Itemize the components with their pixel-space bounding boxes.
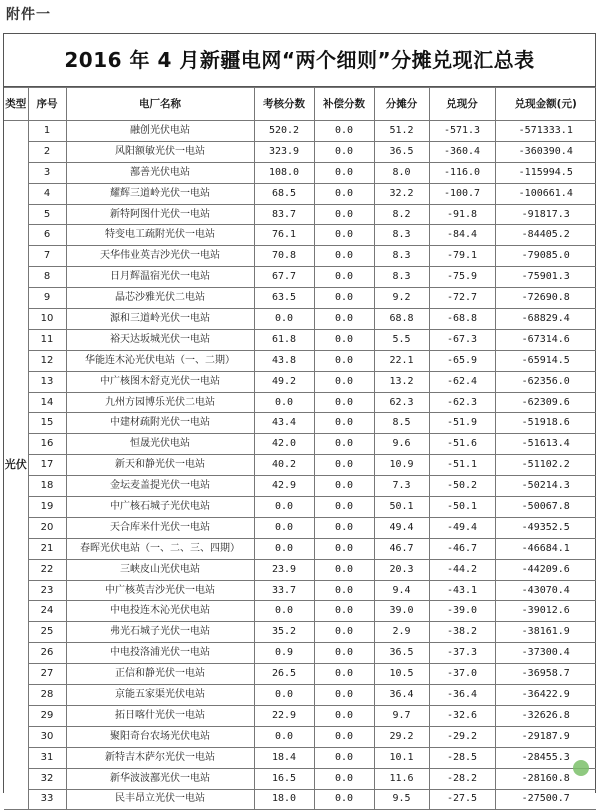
compensate-cell: 0.0 <box>314 726 374 747</box>
header-name: 电厂名称 <box>66 88 254 121</box>
seq-cell: 13 <box>28 371 66 392</box>
table-title: 2016 年 4 月新疆电网“两个细则”分摊兑现汇总表 <box>4 34 595 87</box>
seq-cell: 25 <box>28 622 66 643</box>
seq-cell: 6 <box>28 225 66 246</box>
allocate-cell: 10.5 <box>374 664 429 685</box>
assess-cell: 63.5 <box>254 288 314 309</box>
compensate-cell: 0.0 <box>314 789 374 810</box>
station-name-cell: 晶芯沙雅光伏二电站 <box>66 288 254 309</box>
assess-cell: 0.0 <box>254 685 314 706</box>
seq-cell: 31 <box>28 747 66 768</box>
seq-cell: 21 <box>28 538 66 559</box>
station-name-cell: 九州方园博乐光伏二电站 <box>66 392 254 413</box>
header-allocate: 分摊分 <box>374 88 429 121</box>
table-row <box>4 580 596 601</box>
compensate-cell: 0.0 <box>314 580 374 601</box>
cash-cell: -75.9 <box>429 267 495 288</box>
cash-cell: -360.4 <box>429 141 495 162</box>
seq-cell: 19 <box>28 497 66 518</box>
allocate-cell: 8.3 <box>374 225 429 246</box>
table-row <box>4 601 596 622</box>
seq-cell: 29 <box>28 705 66 726</box>
compensate-cell: 0.0 <box>314 601 374 622</box>
cash-cell: -79.1 <box>429 246 495 267</box>
allocate-cell: 7.3 <box>374 476 429 497</box>
compensate-cell: 0.0 <box>314 121 374 142</box>
cash-cell: -51.1 <box>429 455 495 476</box>
amount-cell: -46684.1 <box>495 538 596 559</box>
station-name-cell: 华能连木沁光伏电站（一、二期） <box>66 350 254 371</box>
amount-cell: -51102.2 <box>495 455 596 476</box>
seq-cell: 1 <box>28 121 66 142</box>
seq-cell: 12 <box>28 350 66 371</box>
amount-cell: -91817.3 <box>495 204 596 225</box>
amount-cell: -50214.3 <box>495 476 596 497</box>
allocate-cell: 8.3 <box>374 267 429 288</box>
station-name-cell: 中广核英吉沙光伏一电站 <box>66 580 254 601</box>
amount-cell: -115994.5 <box>495 162 596 183</box>
compensate-cell: 0.0 <box>314 559 374 580</box>
station-name-cell: 特变电工疏附光伏一电站 <box>66 225 254 246</box>
station-name-cell: 风阳额敏光伏一电站 <box>66 141 254 162</box>
table-row <box>4 225 596 246</box>
table-row <box>4 747 596 768</box>
cash-cell: -51.9 <box>429 413 495 434</box>
compensate-cell: 0.0 <box>314 497 374 518</box>
amount-cell: -49352.5 <box>495 517 596 538</box>
station-name-cell: 新天和静光伏一电站 <box>66 455 254 476</box>
compensate-cell: 0.0 <box>314 371 374 392</box>
seq-cell: 24 <box>28 601 66 622</box>
assess-cell: 0.9 <box>254 643 314 664</box>
assess-cell: 18.0 <box>254 789 314 810</box>
table-row <box>4 350 596 371</box>
amount-cell: -67314.6 <box>495 329 596 350</box>
compensate-cell: 0.0 <box>314 705 374 726</box>
allocate-cell: 68.8 <box>374 309 429 330</box>
allocate-cell: 46.7 <box>374 538 429 559</box>
cash-cell: -571.3 <box>429 121 495 142</box>
allocate-cell: 8.5 <box>374 413 429 434</box>
assess-cell: 43.4 <box>254 413 314 434</box>
cash-cell: -50.2 <box>429 476 495 497</box>
amount-cell: -84405.2 <box>495 225 596 246</box>
station-name-cell: 春晖光伏电站（一、二、三、四期） <box>66 538 254 559</box>
table-row <box>4 538 596 559</box>
table-row <box>4 768 596 789</box>
amount-cell: -360390.4 <box>495 141 596 162</box>
cash-cell: -67.3 <box>429 329 495 350</box>
assess-cell: 23.9 <box>254 559 314 580</box>
compensate-cell: 0.0 <box>314 141 374 162</box>
seq-cell: 26 <box>28 643 66 664</box>
amount-cell: -39012.6 <box>495 601 596 622</box>
assess-cell: 0.0 <box>254 726 314 747</box>
compensate-cell: 0.0 <box>314 267 374 288</box>
table-body <box>4 121 596 810</box>
amount-cell: -51613.4 <box>495 434 596 455</box>
seq-cell: 7 <box>28 246 66 267</box>
table-row <box>4 267 596 288</box>
compensate-cell: 0.0 <box>314 162 374 183</box>
station-name-cell: 京能五家渠光伏电站 <box>66 685 254 706</box>
table-row <box>4 162 596 183</box>
compensate-cell: 0.0 <box>314 622 374 643</box>
allocate-cell: 29.2 <box>374 726 429 747</box>
assess-cell: 61.8 <box>254 329 314 350</box>
amount-cell: -28160.8 <box>495 768 596 789</box>
station-name-cell: 日月辉温宿光伏一电站 <box>66 267 254 288</box>
table-row <box>4 329 596 350</box>
seq-cell: 33 <box>28 789 66 810</box>
table-row <box>4 183 596 204</box>
amount-cell: -72690.8 <box>495 288 596 309</box>
allocate-cell: 36.4 <box>374 685 429 706</box>
station-name-cell: 聚阳奇台农场光伏电站 <box>66 726 254 747</box>
table-row <box>4 705 596 726</box>
seq-cell: 30 <box>28 726 66 747</box>
station-name-cell: 正信和静光伏一电站 <box>66 664 254 685</box>
assess-cell: 0.0 <box>254 517 314 538</box>
compensate-cell: 0.0 <box>314 476 374 497</box>
compensate-cell: 0.0 <box>314 288 374 309</box>
allocate-cell: 49.4 <box>374 517 429 538</box>
cash-cell: -50.1 <box>429 497 495 518</box>
category-cell: 光伏 <box>4 121 28 810</box>
amount-cell: -571333.1 <box>495 121 596 142</box>
header-cash: 兑现分 <box>429 88 495 121</box>
compensate-cell: 0.0 <box>314 747 374 768</box>
seq-cell: 9 <box>28 288 66 309</box>
table-row <box>4 434 596 455</box>
table-row <box>4 664 596 685</box>
allocate-cell: 10.9 <box>374 455 429 476</box>
amount-cell: -100661.4 <box>495 183 596 204</box>
amount-cell: -29187.9 <box>495 726 596 747</box>
seq-cell: 2 <box>28 141 66 162</box>
cash-cell: -27.5 <box>429 789 495 810</box>
station-name-cell: 裕天达坂城光伏一电站 <box>66 329 254 350</box>
allocate-cell: 9.7 <box>374 705 429 726</box>
allocate-cell: 11.6 <box>374 768 429 789</box>
allocate-cell: 13.2 <box>374 371 429 392</box>
allocate-cell: 2.9 <box>374 622 429 643</box>
station-name-cell: 融创光伏电站 <box>66 121 254 142</box>
allocate-cell: 9.6 <box>374 434 429 455</box>
assess-cell: 83.7 <box>254 204 314 225</box>
station-name-cell: 新华波波鄯光伏一电站 <box>66 768 254 789</box>
assess-cell: 49.2 <box>254 371 314 392</box>
table-row <box>4 497 596 518</box>
amount-cell: -75901.3 <box>495 267 596 288</box>
compensate-cell: 0.0 <box>314 664 374 685</box>
compensate-cell: 0.0 <box>314 392 374 413</box>
cash-cell: -84.4 <box>429 225 495 246</box>
header-amount: 兑现金额(元) <box>495 88 596 121</box>
assess-cell: 0.0 <box>254 497 314 518</box>
assess-cell: 26.5 <box>254 664 314 685</box>
station-name-cell: 中建材疏附光伏一电站 <box>66 413 254 434</box>
allocate-cell: 22.1 <box>374 350 429 371</box>
summary-table <box>4 87 596 810</box>
amount-cell: -36422.9 <box>495 685 596 706</box>
station-name-cell: 天合库米什光伏一电站 <box>66 517 254 538</box>
seq-cell: 22 <box>28 559 66 580</box>
watermark-logo-icon <box>573 760 589 776</box>
amount-cell: -32626.8 <box>495 705 596 726</box>
assess-cell: 0.0 <box>254 392 314 413</box>
cash-cell: -38.2 <box>429 622 495 643</box>
assess-cell: 0.0 <box>254 538 314 559</box>
assess-cell: 520.2 <box>254 121 314 142</box>
compensate-cell: 0.0 <box>314 204 374 225</box>
station-name-cell: 新特吉木萨尔光伏一电站 <box>66 747 254 768</box>
compensate-cell: 0.0 <box>314 685 374 706</box>
assess-cell: 68.5 <box>254 183 314 204</box>
allocate-cell: 5.5 <box>374 329 429 350</box>
table-row <box>4 413 596 434</box>
seq-cell: 18 <box>28 476 66 497</box>
seq-cell: 11 <box>28 329 66 350</box>
station-name-cell: 民丰昂立光伏一电站 <box>66 789 254 810</box>
cash-cell: -62.3 <box>429 392 495 413</box>
cash-cell: -36.4 <box>429 685 495 706</box>
station-name-cell: 金坛麦盖提光伏一电站 <box>66 476 254 497</box>
allocate-cell: 8.3 <box>374 246 429 267</box>
table-row <box>4 121 596 142</box>
station-name-cell: 拓日喀什光伏一电站 <box>66 705 254 726</box>
compensate-cell: 0.0 <box>314 350 374 371</box>
table-row <box>4 288 596 309</box>
cash-cell: -65.9 <box>429 350 495 371</box>
table-row <box>4 559 596 580</box>
allocate-cell: 50.1 <box>374 497 429 518</box>
seq-cell: 28 <box>28 685 66 706</box>
cash-cell: -62.4 <box>429 371 495 392</box>
assess-cell: 35.2 <box>254 622 314 643</box>
assess-cell: 22.9 <box>254 705 314 726</box>
assess-cell: 323.9 <box>254 141 314 162</box>
station-name-cell: 三峡皮山光伏电站 <box>66 559 254 580</box>
seq-cell: 5 <box>28 204 66 225</box>
cash-cell: -28.2 <box>429 768 495 789</box>
compensate-cell: 0.0 <box>314 434 374 455</box>
compensate-cell: 0.0 <box>314 309 374 330</box>
table-row <box>4 246 596 267</box>
station-name-cell: 源和三道岭光伏一电站 <box>66 309 254 330</box>
allocate-cell: 8.2 <box>374 204 429 225</box>
amount-cell: -28455.3 <box>495 747 596 768</box>
header-compensate: 补偿分数 <box>314 88 374 121</box>
seq-cell: 20 <box>28 517 66 538</box>
allocate-cell: 8.0 <box>374 162 429 183</box>
amount-cell: -51918.6 <box>495 413 596 434</box>
assess-cell: 42.0 <box>254 434 314 455</box>
compensate-cell: 0.0 <box>314 768 374 789</box>
compensate-cell: 0.0 <box>314 183 374 204</box>
compensate-cell: 0.0 <box>314 413 374 434</box>
station-name-cell: 天华伟业英吉沙光伏一电站 <box>66 246 254 267</box>
header-row <box>4 88 596 121</box>
cash-cell: -43.1 <box>429 580 495 601</box>
cash-cell: -100.7 <box>429 183 495 204</box>
assess-cell: 16.5 <box>254 768 314 789</box>
station-name-cell: 中电投连木沁光伏电站 <box>66 601 254 622</box>
station-name-cell: 耀辉三道岭光伏一电站 <box>66 183 254 204</box>
station-name-cell: 鄯善光伏电站 <box>66 162 254 183</box>
amount-cell: -79085.0 <box>495 246 596 267</box>
table-row <box>4 476 596 497</box>
seq-cell: 10 <box>28 309 66 330</box>
cash-cell: -28.5 <box>429 747 495 768</box>
attachment-label: 附件一 <box>6 7 51 23</box>
cash-cell: -37.3 <box>429 643 495 664</box>
assess-cell: 76.1 <box>254 225 314 246</box>
amount-cell: -62356.0 <box>495 371 596 392</box>
station-name-cell: 中广核图木舒克光伏一电站 <box>66 371 254 392</box>
table-row <box>4 371 596 392</box>
amount-cell: -43070.4 <box>495 580 596 601</box>
seq-cell: 14 <box>28 392 66 413</box>
assess-cell: 70.8 <box>254 246 314 267</box>
compensate-cell: 0.0 <box>314 517 374 538</box>
station-name-cell: 中广核石城子光伏电站 <box>66 497 254 518</box>
allocate-cell: 10.1 <box>374 747 429 768</box>
seq-cell: 32 <box>28 768 66 789</box>
cash-cell: -49.4 <box>429 517 495 538</box>
table-row <box>4 455 596 476</box>
table-row <box>4 789 596 810</box>
assess-cell: 40.2 <box>254 455 314 476</box>
amount-cell: -36958.7 <box>495 664 596 685</box>
allocate-cell: 51.2 <box>374 121 429 142</box>
seq-cell: 27 <box>28 664 66 685</box>
compensate-cell: 0.0 <box>314 329 374 350</box>
allocate-cell: 20.3 <box>374 559 429 580</box>
amount-cell: -65914.5 <box>495 350 596 371</box>
amount-cell: -44209.6 <box>495 559 596 580</box>
seq-cell: 8 <box>28 267 66 288</box>
station-name-cell: 恒晟光伏电站 <box>66 434 254 455</box>
header-seq: 序号 <box>28 88 66 121</box>
seq-cell: 17 <box>28 455 66 476</box>
amount-cell: -27500.7 <box>495 789 596 810</box>
allocate-cell: 39.0 <box>374 601 429 622</box>
table-row <box>4 517 596 538</box>
compensate-cell: 0.0 <box>314 538 374 559</box>
table-row <box>4 622 596 643</box>
cash-cell: -91.8 <box>429 204 495 225</box>
station-name-cell: 弗光石城子光伏一电站 <box>66 622 254 643</box>
amount-cell: -37300.4 <box>495 643 596 664</box>
compensate-cell: 0.0 <box>314 246 374 267</box>
cash-cell: -32.6 <box>429 705 495 726</box>
header-type: 类型 <box>4 88 28 121</box>
assess-cell: 108.0 <box>254 162 314 183</box>
cash-cell: -39.0 <box>429 601 495 622</box>
table-row <box>4 685 596 706</box>
assess-cell: 67.7 <box>254 267 314 288</box>
allocate-cell: 9.4 <box>374 580 429 601</box>
table-row <box>4 204 596 225</box>
seq-cell: 16 <box>28 434 66 455</box>
assess-cell: 33.7 <box>254 580 314 601</box>
seq-cell: 15 <box>28 413 66 434</box>
allocate-cell: 36.5 <box>374 643 429 664</box>
station-name-cell: 新特阿图什光伏一电站 <box>66 204 254 225</box>
cash-cell: -29.2 <box>429 726 495 747</box>
cash-cell: -37.0 <box>429 664 495 685</box>
compensate-cell: 0.0 <box>314 225 374 246</box>
cash-cell: -44.2 <box>429 559 495 580</box>
cash-cell: -68.8 <box>429 309 495 330</box>
assess-cell: 43.8 <box>254 350 314 371</box>
allocate-cell: 32.2 <box>374 183 429 204</box>
header-assess: 考核分数 <box>254 88 314 121</box>
seq-cell: 4 <box>28 183 66 204</box>
compensate-cell: 0.0 <box>314 455 374 476</box>
assess-cell: 42.9 <box>254 476 314 497</box>
watermark <box>573 760 592 776</box>
amount-cell: -38161.9 <box>495 622 596 643</box>
cash-cell: -46.7 <box>429 538 495 559</box>
table-row <box>4 141 596 162</box>
cash-cell: -116.0 <box>429 162 495 183</box>
table-row <box>4 726 596 747</box>
table-row <box>4 392 596 413</box>
seq-cell: 23 <box>28 580 66 601</box>
amount-cell: -62309.6 <box>495 392 596 413</box>
assess-cell: 0.0 <box>254 601 314 622</box>
table-row <box>4 643 596 664</box>
allocate-cell: 36.5 <box>374 141 429 162</box>
compensate-cell: 0.0 <box>314 643 374 664</box>
cash-cell: -72.7 <box>429 288 495 309</box>
table-row <box>4 309 596 330</box>
summary-table-frame <box>3 33 596 805</box>
assess-cell: 18.4 <box>254 747 314 768</box>
allocate-cell: 9.2 <box>374 288 429 309</box>
amount-cell: -68829.4 <box>495 309 596 330</box>
seq-cell: 3 <box>28 162 66 183</box>
assess-cell: 0.0 <box>254 309 314 330</box>
cash-cell: -51.6 <box>429 434 495 455</box>
amount-cell: -50067.8 <box>495 497 596 518</box>
allocate-cell: 9.5 <box>374 789 429 810</box>
allocate-cell: 62.3 <box>374 392 429 413</box>
station-name-cell: 中电投洛浦光伏一电站 <box>66 643 254 664</box>
